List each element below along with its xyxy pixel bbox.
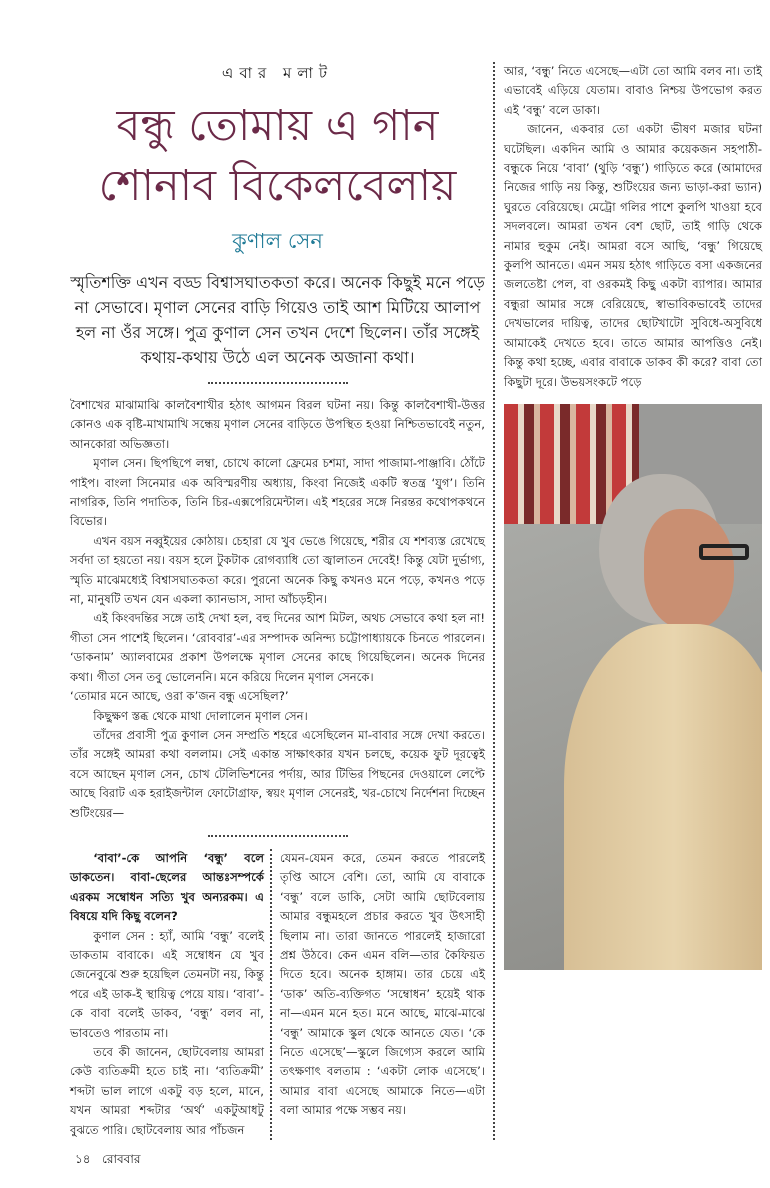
body-paragraph: তাঁদের প্রবাসী পুত্র কুণাল সেন সম্প্রতি শহরে এসেছিলেন মা-বাবার সঙ্গে দেখা করতে। তাঁর সঙ্গেই আমরা কথা বললাম। সেই একান্ত সাক্ষাৎকার যখন চলছে, কয়েক ফুট দূরত্বেই বসে আছেন মৃণাল সেন, চোখ টেলিভিশনের পর্দায়, আর টিভির পিছনের দেওয়ালে লেপ্টে আছে বিরাট এক হরাইজন্টাল ফোটোগ্রাফ, স্বয়ং মৃণাল সেনেরই, খর-চোখে নির্দেশনা দিচ্ছেন শুটিংয়ের— xyxy=(70,727,485,820)
interview-question: ‘বাবা’-কে আপনি ‘বন্ধু’ বলে ডাকতেন। বাবা-ছেলের আন্তঃসম্পর্কে এরকম সম্বোধন সত্যি খুব অন্যরকম। এ বিষয়ে যদি কিছু বলেন? xyxy=(70,850,264,924)
article-title xyxy=(60,96,495,216)
section-kicker: এবার মলাট xyxy=(221,64,334,82)
magazine-name: রোববার xyxy=(102,1152,141,1167)
right-column xyxy=(495,62,762,970)
intro-standfirst: স্মৃতিশক্তি এখন বড্ড বিশ্বাসঘাতকতা করে। অনেক কিছুই মনে পড়ে না সেভাবে। মৃণাল সেনের বাড়ি গিয়েও তাই আশ মিটিয়ে আলাপ হল না ওঁর সঙ্গে। পুত্র কুণাল সেন তখন দেশে ছিলেন। তাঁর সঙ্গেই কথায়-কথায় উঠে এল অনেক অজানা কথা। xyxy=(70,273,485,367)
interview-answer: কুণাল সেন : হ্যাঁ, আমি ‘বন্ধু’ বলেই ডাকতাম বাবাকে। এই সম্বোধন যে খুব জেনেবুঝে শুরু হয়েছিল তেমনটা নয়, কিন্তু পরে এই ডাক-ই স্থায়িত্ব পেয়ে যায়। ‘বাবা’-কে বাবা বলেই ডাকব, ‘বন্ধু’ বলব না, ভাবতেও পারতাম না। xyxy=(70,928,264,1040)
page-footer xyxy=(0,1140,770,1188)
title-line-2: শোনাব বিকেলবেলায় xyxy=(98,161,457,211)
kurta xyxy=(564,624,762,970)
divider xyxy=(208,835,348,837)
photo-mrinal-sen xyxy=(504,404,762,970)
left-column xyxy=(70,62,495,1140)
body-paragraph: ‘তোমার মনে আছে, ওরা ক’জন বন্ধু এসেছিল?’ xyxy=(70,689,289,704)
page-number: ১৪ xyxy=(75,1152,91,1167)
title-line-1: বন্ধু তোমায় এ গান xyxy=(116,101,439,151)
glasses xyxy=(699,544,749,560)
body-paragraph: এখন বয়স নব্বুইয়ের কোঠায়। চেহারা যে খুব ভেঙে গিয়েছে, শরীর যে শশব্যস্ত রেখেছে সর্বদা তা হয়তো নয়। বয়স হলে টুকটাক রোগব্যাধি তো জ্বালাতন দেবেই! কিন্তু যেটা দুর্ভাগ্য, স্মৃতি মাঝেমধ্যেই বিশ্বাসঘাতকতা করে। পুরনো অনেক কিছু কখনও মনে পড়ে, কখনও পড়ে না, মানুষটি তখন যেন একলা ক্যানভাস, সাদা আঁচড়হীন। xyxy=(70,533,485,607)
article-body xyxy=(70,396,485,823)
qa-right-column xyxy=(272,849,485,1140)
body-paragraph: জানেন, একবার তো একটা ভীষণ মজার ঘটনা ঘটেছিল। একদিন আমি ও আমার কয়েকজন সহপাঠী-বন্ধুকে নিয়ে ‘বাবা’ (থুড়ি ‘বন্ধু’) গাড়িতে করে (আমাদের নিজের গাড়ি নয় কিন্তু, শুটিংয়ের জন্য ভাড়া-করা ভ্যান) ঘুরতে বেরিয়েছে। মেট্রো গলির পাশে কুলপি খাওয়া হবে সদলবলে। আমরা তখন বেশ ছোট, তাই গাড়ি থেকে নামার হুকুম নেই। আমরা বসে আছি, ‘বন্ধু’ গিয়েছে কুলপি আনতে। এমন সময় হঠাৎ গাড়িতে বসা একজনের জলতেষ্টা পেল, বা ওরকমই কিছু একটা ব্যাপার। আমার বন্ধুরা আমার সঙ্গে বেরিয়েছে, স্বাভাবিকভাবেই তাদের দেখভালের দায়িত্ব, তাদের ছোটখাটো সুবিধে-অসুবিধে আমাকেই দেখতে হবে। তাতে আমার আপত্তিও নেই। কিন্তু কথা হচ্ছে, এবার বাবাকে ডাকব কী করে? বাবা তো কিছুটা দূরে। উভয়সংকটে পড়ে xyxy=(504,122,762,389)
body-paragraph: এই কিংবদন্তির সঙ্গে তাই দেখা হল, বহু দিনের আশ মিটল, অথচ সেভাবে কথা হল না! গীতা সেন পাশেই ছিলেন। ‘রোববার’-এর সম্পাদক অনিন্দ্য চট্টোপাধ্যায়কে চিনতে পারলেন। ‘ডাকনাম’ অ্যালবামের প্রকাশ উপলক্ষে মৃণাল সেনের কাছে গিয়েছিলেন। অনেক দিনের কথা। গীতা সেন তবু ভোলেননি। মনে করিয়ে দিলেন মৃণাল সেনকে। xyxy=(70,611,485,684)
interview-answer: যেমন-যেমন করে, তেমন করতে পারলেই তৃপ্তি আসে বেশি। তো, আমি যে বাবাকে ‘বন্ধু’ বলে ডাকি, সেটা আমি ছোটবেলায় আমার বন্ধুমহলে প্রচার করতে খুব উৎসাহী ছিলাম না। তারা জানতে পারলেই হাজারো প্রশ্ন উঠবে। কেন এমন বলি—তার কৈফিয়ত দিতে হবে। অনেক হাঙ্গাম। তার চেয়ে এই ‘ডাক’ অতি-ব্যক্তিগত ‘সম্বোধন’ হয়েই থাক না—এমন মনে হত। মনে আছে, মাঝে-মাঝে ‘বন্ধু’ আমাকে স্কুল থেকে আনতে যেত। ‘কে নিতে এসেছে’—স্কুলে জিগ্যেস করলে আমি তৎক্ষণাৎ বলতাম : ‘একটা লোক এসেছে’। আমার বাবা এসেছে আমাকে নিতে—এটা বলা আমার পক্ষে সম্ভব নয়। xyxy=(280,850,485,1118)
divider xyxy=(208,382,348,384)
author-name: কুণাল সেন xyxy=(232,229,323,253)
body-paragraph: কিছুক্ষণ স্তব্ধ থেকে মাথা দোলালেন মৃণাল সেন। xyxy=(93,708,308,723)
interview-answer: তবে কী জানেন, ছোটবেলায় আমরা কেউ ব্যতিক্রমী হতে চাই না। ‘ব্যতিক্রমী’ শব্দটা ভাল লাগে একটু বড় হলে, মানে, যখন আমরা শব্দটার ‘অর্থ’ একটুআধটু বুঝতে পারি। ছোটবেলায় আর পাঁচজন xyxy=(70,1045,264,1137)
interview-section xyxy=(70,849,485,1140)
body-paragraph: আর, ‘বন্ধু’ নিতে এসেছে—এটা তো আমি বলব না। তাই এভাবেই এড়িয়ে যেতাম। বাবাও নিশ্চয় উপভোগ করত এই ‘বন্ধু’ বলে ডাকা। xyxy=(504,64,762,117)
qa-left-column xyxy=(70,849,272,1140)
body-paragraph: বৈশাখের মাঝামাঝি কালবৈশাখীর হঠাৎ আগমন বিরল ঘটনা নয়। কিন্তু কালবৈশাখী-উত্তর কোনও এক বৃষ্টি-মাখামাখি সন্ধেয় মৃণাল সেনের বাড়িতে উপস্থিত হওয়া নিশ্চিতভাবেই নতুন, আনকোরা অভিজ্ঞতা। xyxy=(70,398,485,451)
right-column-text xyxy=(504,62,762,392)
body-paragraph: মৃণাল সেন। ছিপছিপে লম্বা, চোখে কালো ফ্রেমের চশমা, সাদা পাজামা-পাঞ্জাবি। ঠোঁটে পাইপ। বাংলা সিনেমার এক অবিস্মরণীয় অধ্যায়, কিংবা নিজেই একটি স্বতন্ত্র ‘যুগ’। তিনি নাগরিক, তিনি পদাতিক, তিনি চির-এক্সপেরিমেন্টাল। এই শহরের সঙ্গে নিরন্তর কথোপকথনে বিভোর। xyxy=(70,456,485,529)
face xyxy=(644,509,734,629)
